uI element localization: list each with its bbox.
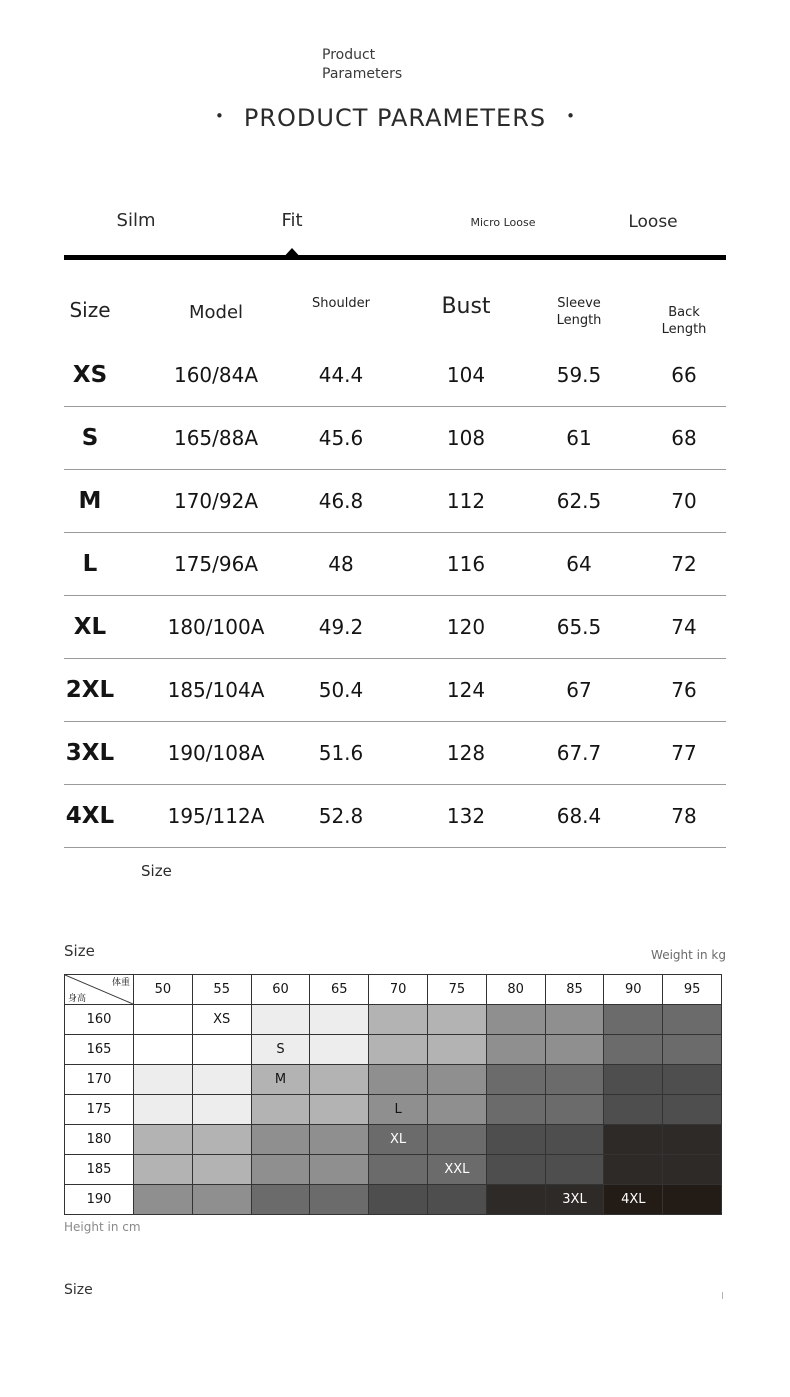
matrix-cell — [486, 1035, 545, 1065]
matrix-cell — [310, 1155, 369, 1185]
matrix-cell — [604, 1155, 663, 1185]
spec-table-header — [64, 282, 726, 344]
cell-bust: 116 — [446, 552, 486, 576]
cell-model: 170/92A — [173, 489, 259, 513]
top-caption-line2: Parameters — [322, 66, 403, 82]
height-head-190: 190 — [65, 1185, 134, 1215]
matrix-cell — [663, 1035, 722, 1065]
matrix-cell — [192, 1155, 251, 1185]
matrix-cell — [369, 1035, 428, 1065]
cell-size: 3XL — [65, 740, 115, 766]
page-title: PRODUCT PARAMETERS — [243, 104, 547, 132]
matrix-cell — [604, 1005, 663, 1035]
matrix-cell — [134, 1185, 193, 1215]
matrix-cell — [134, 1005, 193, 1035]
cell-back: 77 — [671, 741, 697, 765]
top-caption-line1: Product — [322, 47, 376, 63]
matrix-cell — [310, 1095, 369, 1125]
header-shoulder: Shoulder — [312, 296, 370, 311]
height-head-185: 185 — [65, 1155, 134, 1185]
matrix-cell: XL — [369, 1125, 428, 1155]
page-title-row — [0, 104, 790, 132]
matrix-cell — [545, 1125, 604, 1155]
cell-sleeve: 67.7 — [556, 741, 602, 765]
height-head-165: 165 — [65, 1035, 134, 1065]
matrix-cell — [134, 1065, 193, 1095]
fit-label-micro-loose: Micro Loose — [470, 216, 536, 229]
weight-head-70: 70 — [369, 975, 428, 1005]
matrix-cell — [604, 1035, 663, 1065]
weight-head-50: 50 — [134, 975, 193, 1005]
cell-sleeve: 68.4 — [556, 804, 602, 828]
matrix-cell — [604, 1065, 663, 1095]
matrix-cell — [369, 1185, 428, 1215]
fit-label-fit: Fit — [281, 210, 303, 231]
cell-shoulder: 45.6 — [318, 426, 364, 450]
cell-model: 160/84A — [173, 363, 259, 387]
matrix-cell — [486, 1185, 545, 1215]
height-head-160: 160 — [65, 1005, 134, 1035]
cell-back: 76 — [671, 678, 697, 702]
weight-head-90: 90 — [604, 975, 663, 1005]
matrix-cell: XXL — [427, 1155, 486, 1185]
matrix-cell — [192, 1185, 251, 1215]
table-row — [64, 533, 726, 596]
cell-bust: 132 — [446, 804, 486, 828]
matrix-cell — [486, 1155, 545, 1185]
matrix-cell — [369, 1065, 428, 1095]
cell-back: 72 — [671, 552, 697, 576]
header-size: Size — [69, 298, 111, 322]
spec-table — [64, 282, 726, 848]
cell-shoulder: 49.2 — [318, 615, 364, 639]
fit-label-slim: Silm — [116, 210, 156, 231]
size-matrix-table — [64, 974, 722, 1215]
matrix-cell — [134, 1095, 193, 1125]
matrix-cell — [369, 1005, 428, 1035]
cell-bust: 104 — [446, 363, 486, 387]
weight-head-65: 65 — [310, 975, 369, 1005]
height-axis-label: Height in cm — [64, 1220, 141, 1234]
matrix-cell — [427, 1095, 486, 1125]
cell-back: 70 — [671, 489, 697, 513]
footer-tick-mark — [722, 1292, 723, 1299]
matrix-corner-cell — [65, 975, 134, 1005]
cell-shoulder: 52.8 — [318, 804, 364, 828]
matrix-row — [65, 1005, 722, 1035]
header-model: Model — [188, 302, 244, 323]
table-row — [64, 470, 726, 533]
matrix-cell — [663, 1125, 722, 1155]
cell-sleeve: 61 — [566, 426, 592, 450]
matrix-cell — [251, 1185, 310, 1215]
cell-sleeve: 59.5 — [556, 363, 602, 387]
matrix-cell: XS — [192, 1005, 251, 1035]
matrix-cell — [663, 1095, 722, 1125]
cell-model: 175/96A — [173, 552, 259, 576]
matrix-cell — [604, 1095, 663, 1125]
matrix-cell — [663, 1065, 722, 1095]
fit-label-loose: Loose — [628, 212, 678, 232]
cell-shoulder: 46.8 — [318, 489, 364, 513]
cell-model: 190/108A — [167, 741, 265, 765]
matrix-cell — [251, 1005, 310, 1035]
cell-size: L — [82, 551, 98, 577]
matrix-cell — [486, 1005, 545, 1035]
cell-shoulder: 50.4 — [318, 678, 364, 702]
matrix-cell — [604, 1125, 663, 1155]
matrix-row — [65, 1065, 722, 1095]
matrix-cell — [427, 1065, 486, 1095]
matrix-cell — [427, 1035, 486, 1065]
matrix-cell — [192, 1095, 251, 1125]
matrix-cell — [369, 1155, 428, 1185]
corner-weight-label: 体重 — [111, 978, 130, 988]
matrix-cell: 4XL — [604, 1185, 663, 1215]
cell-model: 195/112A — [167, 804, 265, 828]
matrix-cell — [192, 1125, 251, 1155]
cell-back: 74 — [671, 615, 697, 639]
matrix-cell — [134, 1125, 193, 1155]
cell-back: 68 — [671, 426, 697, 450]
cell-size: M — [78, 488, 102, 514]
matrix-row — [65, 1185, 722, 1215]
cell-size: 4XL — [65, 803, 115, 829]
matrix-cell — [427, 1185, 486, 1215]
matrix-row — [65, 1155, 722, 1185]
bullet-right-icon: • — [566, 106, 575, 125]
table-row — [64, 596, 726, 659]
matrix-cell — [310, 1035, 369, 1065]
matrix-cell — [251, 1125, 310, 1155]
weight-head-95: 95 — [663, 975, 722, 1005]
matrix-cell — [486, 1125, 545, 1155]
cell-model: 165/88A — [173, 426, 259, 450]
cell-bust: 128 — [446, 741, 486, 765]
matrix-cell — [251, 1155, 310, 1185]
table-row — [64, 659, 726, 722]
matrix-cell — [486, 1095, 545, 1125]
cell-sleeve: 67 — [566, 678, 592, 702]
matrix-cell: 3XL — [545, 1185, 604, 1215]
cell-back: 78 — [671, 804, 697, 828]
cell-model: 185/104A — [167, 678, 265, 702]
cell-size: S — [81, 425, 99, 451]
weight-axis-label: Weight in kg — [651, 948, 726, 962]
table-row — [64, 785, 726, 848]
cell-bust: 120 — [446, 615, 486, 639]
bullet-left-icon: • — [215, 106, 224, 125]
matrix-cell — [427, 1005, 486, 1035]
matrix-cell — [310, 1065, 369, 1095]
cell-bust: 112 — [446, 489, 486, 513]
cell-shoulder: 44.4 — [318, 363, 364, 387]
matrix-row — [65, 1035, 722, 1065]
top-caption — [322, 46, 482, 84]
cell-size: XL — [73, 614, 107, 640]
matrix-cell — [663, 1185, 722, 1215]
cell-model: 180/100A — [167, 615, 265, 639]
cell-bust: 108 — [446, 426, 486, 450]
matrix-cell — [134, 1035, 193, 1065]
header-back-length: Back Length — [661, 305, 707, 337]
matrix-cell — [545, 1095, 604, 1125]
matrix-cell — [663, 1155, 722, 1185]
fit-scale-bar — [64, 255, 726, 260]
table-row — [64, 722, 726, 785]
height-head-175: 175 — [65, 1095, 134, 1125]
matrix-cell — [486, 1065, 545, 1095]
weight-head-60: 60 — [251, 975, 310, 1005]
table-row — [64, 344, 726, 407]
cell-back: 66 — [671, 363, 697, 387]
matrix-cell — [545, 1005, 604, 1035]
weight-head-55: 55 — [192, 975, 251, 1005]
fit-scale — [64, 205, 726, 265]
matrix-cell — [663, 1005, 722, 1035]
corner-height-label: 身高 — [68, 994, 87, 1004]
matrix-header-row — [65, 975, 722, 1005]
matrix-cell — [545, 1065, 604, 1095]
matrix-cell — [427, 1125, 486, 1155]
matrix-cell — [310, 1125, 369, 1155]
matrix-cell: L — [369, 1095, 428, 1125]
height-head-180: 180 — [65, 1125, 134, 1155]
matrix-cell — [251, 1095, 310, 1125]
size-chart-title: Size — [64, 942, 95, 960]
cell-sleeve: 62.5 — [556, 489, 602, 513]
matrix-row — [65, 1095, 722, 1125]
matrix-cell: M — [251, 1065, 310, 1095]
matrix-cell — [310, 1005, 369, 1035]
height-head-170: 170 — [65, 1065, 134, 1095]
cell-shoulder: 48 — [328, 552, 354, 576]
cell-bust: 124 — [446, 678, 486, 702]
matrix-row — [65, 1125, 722, 1155]
cell-sleeve: 64 — [566, 552, 592, 576]
footer-size-label: Size — [64, 1282, 93, 1298]
matrix-cell — [310, 1185, 369, 1215]
header-bust: Bust — [441, 294, 491, 319]
cell-sleeve: 65.5 — [556, 615, 602, 639]
matrix-cell — [134, 1155, 193, 1185]
weight-head-85: 85 — [545, 975, 604, 1005]
table-row — [64, 407, 726, 470]
fit-scale-marker-icon — [281, 248, 303, 260]
header-sleeve-length: Sleeve Length — [556, 296, 602, 328]
matrix-cell — [545, 1035, 604, 1065]
cell-size: XS — [72, 362, 108, 388]
matrix-cell — [545, 1155, 604, 1185]
matrix-cell: S — [251, 1035, 310, 1065]
matrix-cell — [192, 1065, 251, 1095]
weight-head-80: 80 — [486, 975, 545, 1005]
matrix-cell — [192, 1035, 251, 1065]
cell-shoulder: 51.6 — [318, 741, 364, 765]
cell-size: 2XL — [65, 677, 115, 703]
weight-head-75: 75 — [427, 975, 486, 1005]
size-label-under-table: Size — [141, 862, 172, 880]
